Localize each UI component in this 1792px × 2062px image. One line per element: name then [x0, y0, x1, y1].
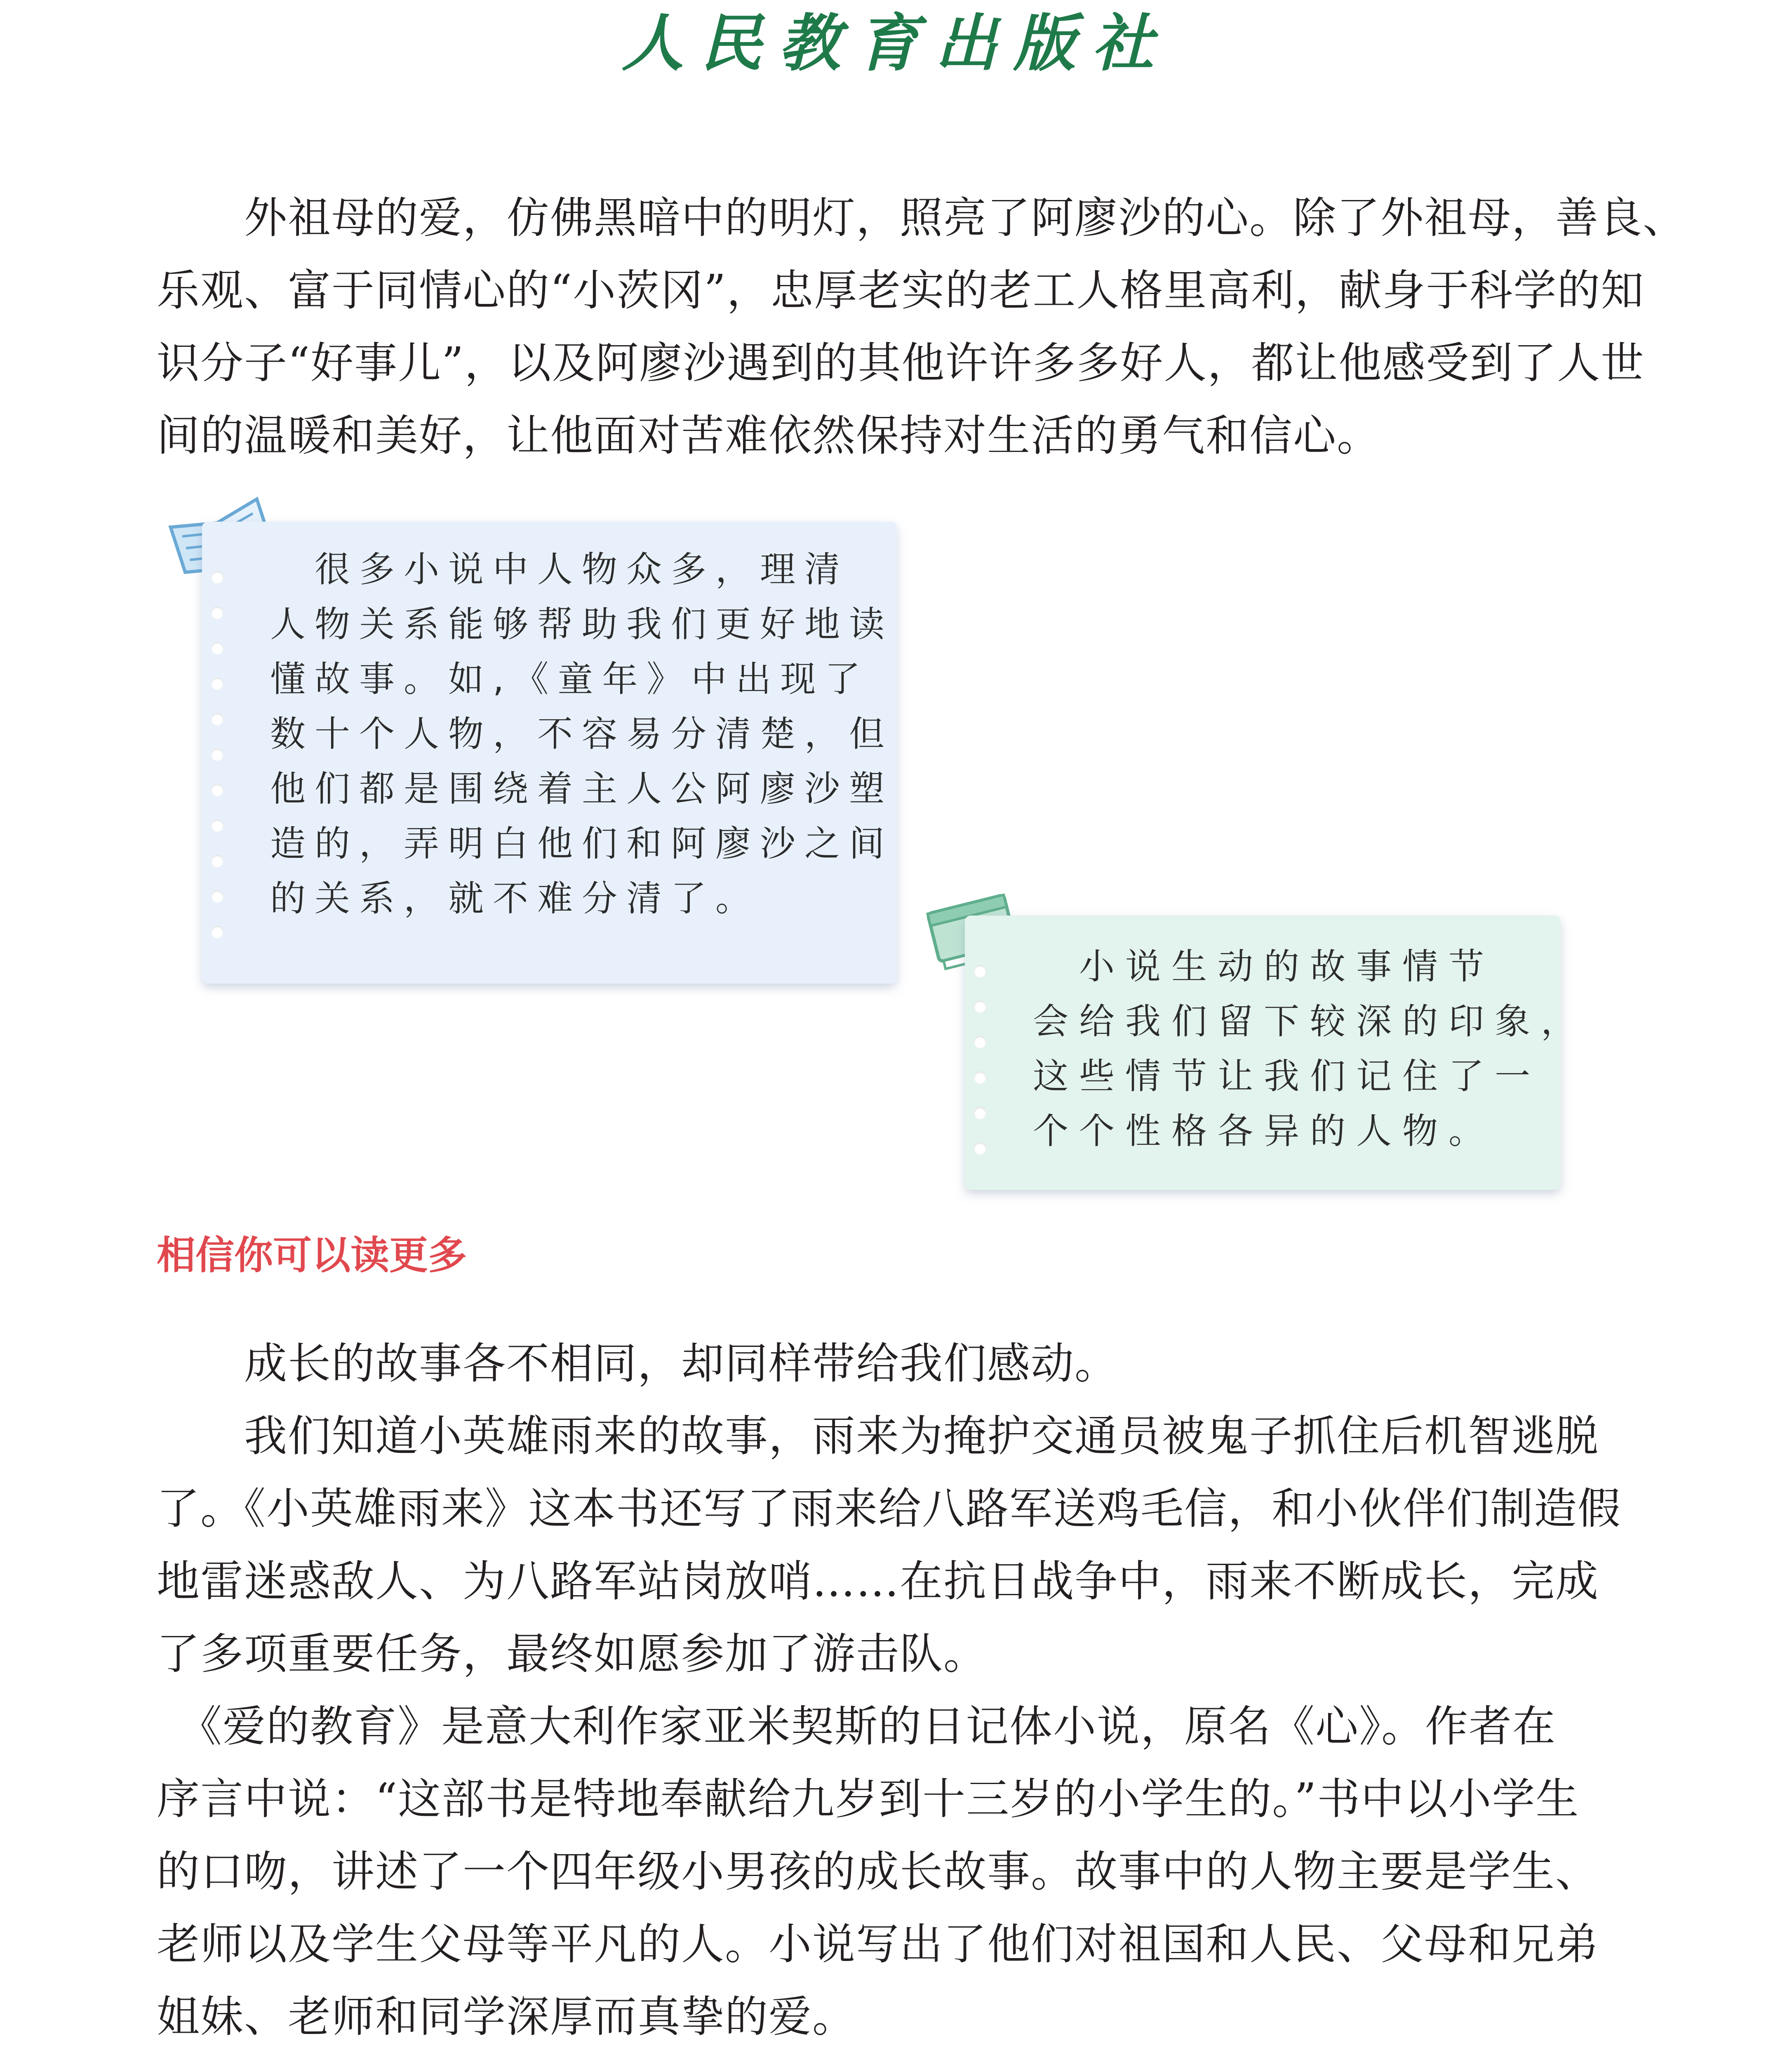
tip-note-green [965, 916, 1587, 1190]
intro-paragraph [157, 181, 1687, 472]
text-line: 的口吻，讲述了一个四年级小男孩的成长故事。故事中的人物主要是学生、 [157, 1846, 1599, 1897]
note-line: 造的，弄明白他们和阿廖沙之间 [270, 823, 894, 864]
note-line: 很多小说中人物众多，理清 [270, 549, 849, 590]
text-line: 姐妹、老师和同学深厚而真挚的爱。 [157, 1991, 856, 2042]
text-line: 序言中说：“这部书是特地奉献给九岁到十三岁的小学生的。”书中以小学生 [157, 1774, 1580, 1824]
text-line: 了多项重要任务，最终如愿参加了游击队。 [157, 1629, 988, 1679]
note-line: 小说生动的故事情节 [1033, 946, 1495, 987]
section-title: 相信你可以读更多 [157, 1233, 467, 1278]
publisher-logo-header: 人民教育出版社 [621, 7, 1170, 80]
note-line: 他们都是围绕着主人公阿廖沙塑 [270, 768, 894, 810]
note-line: 的关系，就不难分清了。 [270, 878, 760, 919]
note-line: 懂故事。如,《童年》中出现了 [270, 659, 870, 700]
body-paragraph-1 [157, 1327, 1559, 1400]
binder-holes [974, 965, 988, 1178]
text-line: 间的温暖和美好，让他面对苦难依然保持对生活的勇气和信心。 [157, 410, 1381, 461]
tip-note-blue [202, 522, 897, 984]
text-line: 外祖母的爱，仿佛黑暗中的明灯，照亮了阿廖沙的心。除了外祖母，善良、 [157, 193, 1687, 243]
note-line: 会给我们留下较深的印象， [1033, 1001, 1587, 1042]
body-paragraph-2 [157, 1400, 1622, 1690]
note-line: 这些情节让我们记住了一 [1033, 1056, 1541, 1097]
text-line: 乐观、富于同情心的“小茨冈”，忠厚老实的老工人格里高利，献身于科学的知 [157, 265, 1645, 315]
text-line: 成长的故事各不相同，却同样带给我们感动。 [157, 1338, 1119, 1389]
text-line: 了。《小英雄雨来》这本书还写了雨来给八路军送鸡毛信，和小伙伴们制造假 [157, 1483, 1622, 1534]
text-line [157, 2053, 1559, 2062]
text-line: 老师以及学生父母等平凡的人。小说写出了他们对祖国和人民、父母和兄弟 [157, 1919, 1599, 1969]
note-line: 数十个人物，不容易分清楚，但 [270, 713, 894, 755]
note-line: 人物关系能够帮助我们更好地读 [270, 604, 894, 645]
text-line: 我们知道小英雄雨来的故事，雨来为掩护交通员被鬼子抓住后机智逃脱 [157, 1411, 1599, 1461]
body-paragraph-3 [157, 1690, 1599, 2053]
binder-holes [211, 571, 225, 961]
text-line: 《爱的教育》是意大利作家亚米契斯的日记体小说，原名《心》。作者在 [157, 1701, 1557, 1751]
text-line: 识分子“好事儿”，以及阿廖沙遇到的其他许许多多好人，都让他感受到了人世 [157, 338, 1645, 388]
body-paragraph-4 [157, 2053, 1559, 2062]
text-line: 地雷迷惑敌人、为八路军站岗放哨……在抗日战争中，雨来不断成长，完成 [157, 1556, 1599, 1606]
note-line: 个个性格各异的人物。 [1033, 1111, 1495, 1152]
